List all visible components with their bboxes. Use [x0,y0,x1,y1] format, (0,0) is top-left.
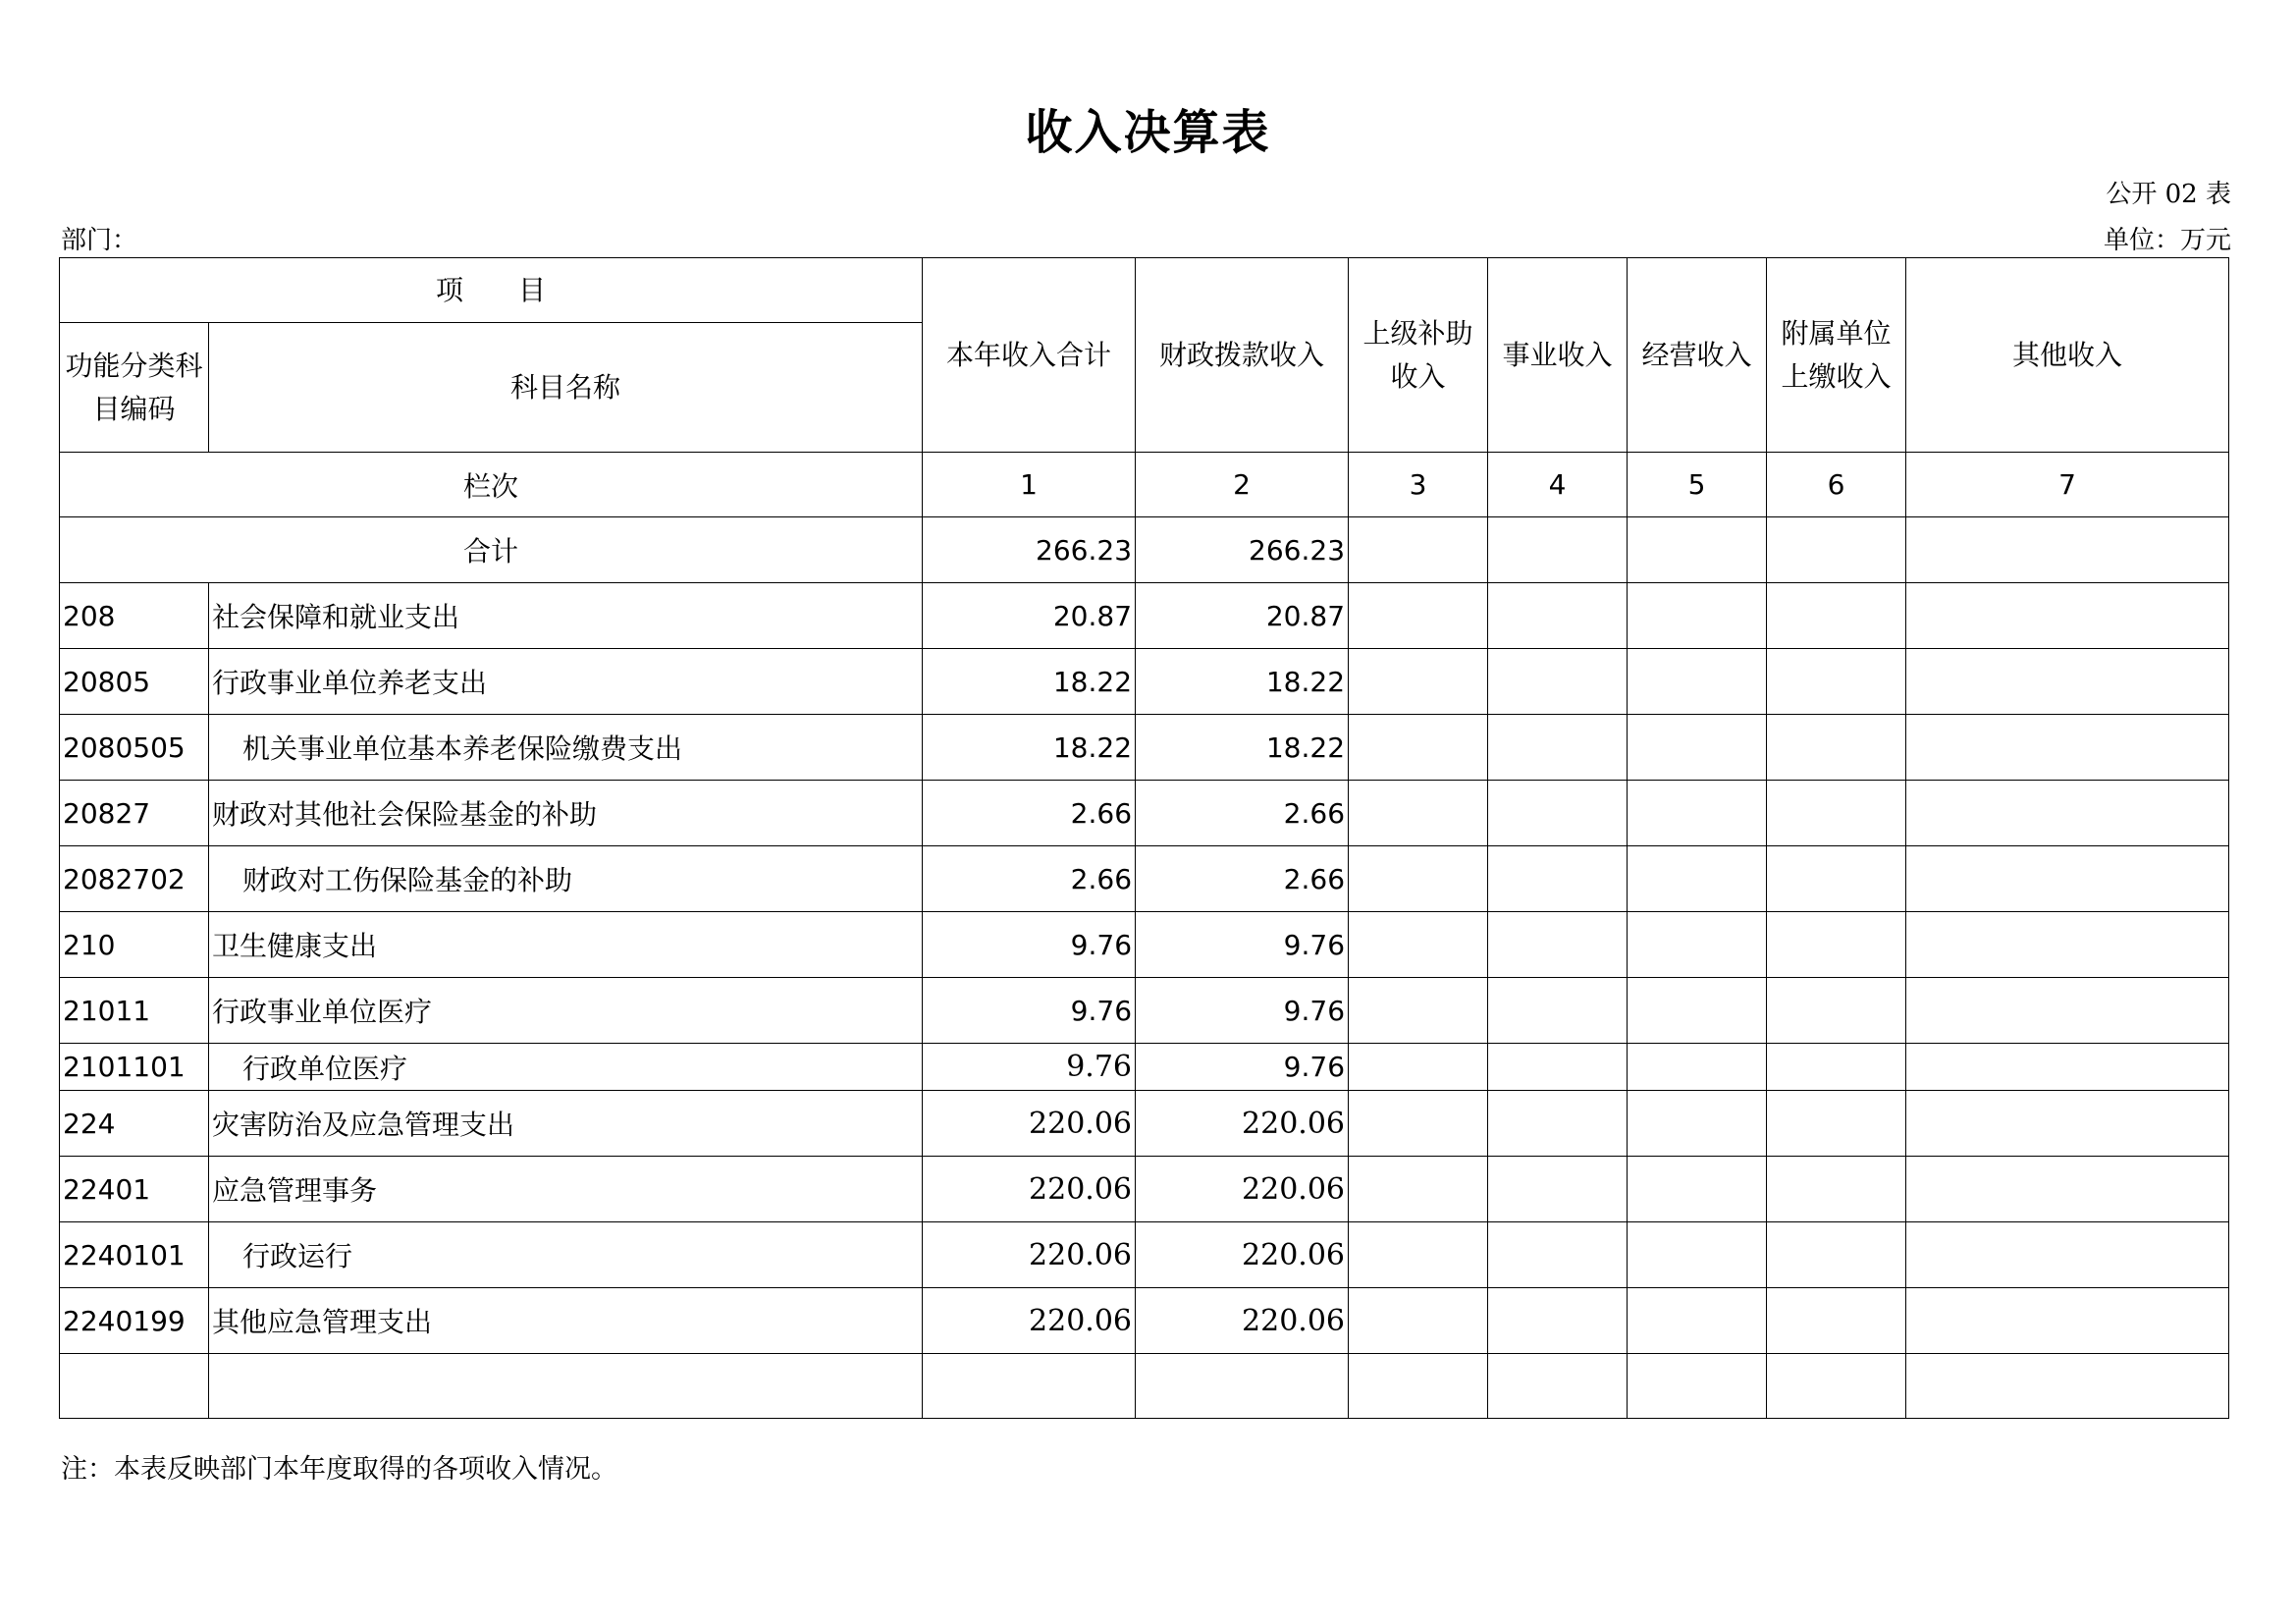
row-col1: 2.66 [923,846,1136,912]
header-col7: 其他收入 [1906,258,2229,453]
row-code: 2080505 [60,715,209,781]
row-col2: 220.06 [1136,1222,1349,1288]
row-code: 22401 [60,1157,209,1222]
row-code: 2101101 [60,1044,209,1091]
row-col1: 9.76 [923,978,1136,1044]
row-col2: 18.22 [1136,715,1349,781]
row-name: 行政运行 [209,1222,923,1288]
table-row [60,978,2229,1044]
table-row [60,1091,2229,1157]
row-col2: 9.76 [1136,912,1349,978]
column-number: 7 [1906,453,2229,517]
header-col3: 上级补助收入 [1349,258,1488,453]
table-row [60,846,2229,912]
row-code: 2082702 [60,846,209,912]
row-code: 2240199 [60,1288,209,1354]
table-row [60,715,2229,781]
row-col2: 2.66 [1136,781,1349,846]
table-row [60,1044,2229,1091]
row-name: 行政事业单位养老支出 [209,649,923,715]
row-code: 224 [60,1091,209,1157]
row-col1: 18.22 [923,649,1136,715]
table-row [60,1222,2229,1288]
row-name: 机关事业单位基本养老保险缴费支出 [209,715,923,781]
column-number: 4 [1488,453,1628,517]
row-code: 21011 [60,978,209,1044]
row-col2: 9.76 [1136,978,1349,1044]
header-col5: 经营收入 [1628,258,1767,453]
total-col2: 266.23 [1136,517,1349,583]
header-col1: 本年收入合计 [923,258,1136,453]
total-col1: 266.23 [923,517,1136,583]
total-label: 合计 [60,517,923,583]
table-note: 注：本表反映部门本年度取得的各项收入情况。 [61,1454,617,1485]
row-code: 2240101 [60,1222,209,1288]
income-table [59,257,2229,1419]
row-col1: 220.06 [923,1157,1136,1222]
row-name: 其他应急管理支出 [209,1288,923,1354]
empty-row [60,1354,2229,1419]
row-col2: 18.22 [1136,649,1349,715]
row-name: 行政事业单位医疗 [209,978,923,1044]
row-col1: 220.06 [923,1222,1136,1288]
column-number: 2 [1136,453,1349,517]
row-col1: 220.06 [923,1288,1136,1354]
column-number: 6 [1767,453,1906,517]
row-col2: 2.66 [1136,846,1349,912]
row-code: 20827 [60,781,209,846]
unit-label: 单位：万元 [2103,226,2231,255]
column-number: 3 [1349,453,1488,517]
header-col6: 附属单位上缴收入 [1767,258,1906,453]
department-label: 部门： [61,226,138,255]
total-row [60,517,2229,583]
row-name: 应急管理事务 [209,1157,923,1222]
row-name: 行政单位医疗 [209,1044,923,1091]
column-row-label: 栏次 [60,453,923,517]
row-name: 财政对工伤保险基金的补助 [209,846,923,912]
table-row [60,649,2229,715]
column-number: 5 [1628,453,1767,517]
row-col1: 2.66 [923,781,1136,846]
table-row [60,781,2229,846]
row-col1: 9.76 [923,912,1136,978]
row-col2: 20.87 [1136,583,1349,649]
row-name: 卫生健康支出 [209,912,923,978]
row-name: 社会保障和就业支出 [209,583,923,649]
row-code: 20805 [60,649,209,715]
row-col1: 220.06 [923,1091,1136,1157]
row-col2: 220.06 [1136,1288,1349,1354]
header-name: 科目名称 [209,323,923,453]
table-row [60,912,2229,978]
header-code: 功能分类科目编码 [60,323,209,453]
column-number: 1 [923,453,1136,517]
table-row [60,1157,2229,1222]
row-col2: 220.06 [1136,1157,1349,1222]
row-col1: 9.76 [923,1044,1136,1091]
row-code: 208 [60,583,209,649]
row-name: 财政对其他社会保险基金的补助 [209,781,923,846]
row-name: 灾害防治及应急管理支出 [209,1091,923,1157]
row-col1: 20.87 [923,583,1136,649]
row-col2: 220.06 [1136,1091,1349,1157]
page-title: 收入决算表 [1025,105,1271,160]
form-number: 公开 02 表 [2106,180,2231,209]
header-col4: 事业收入 [1488,258,1628,453]
table-row [60,583,2229,649]
row-col1: 18.22 [923,715,1136,781]
header-item: 项 目 [60,258,923,323]
row-code: 210 [60,912,209,978]
column-number-row [60,453,2229,517]
header-col2: 财政拨款收入 [1136,258,1349,453]
row-col2: 9.76 [1136,1044,1349,1091]
table-row [60,1288,2229,1354]
